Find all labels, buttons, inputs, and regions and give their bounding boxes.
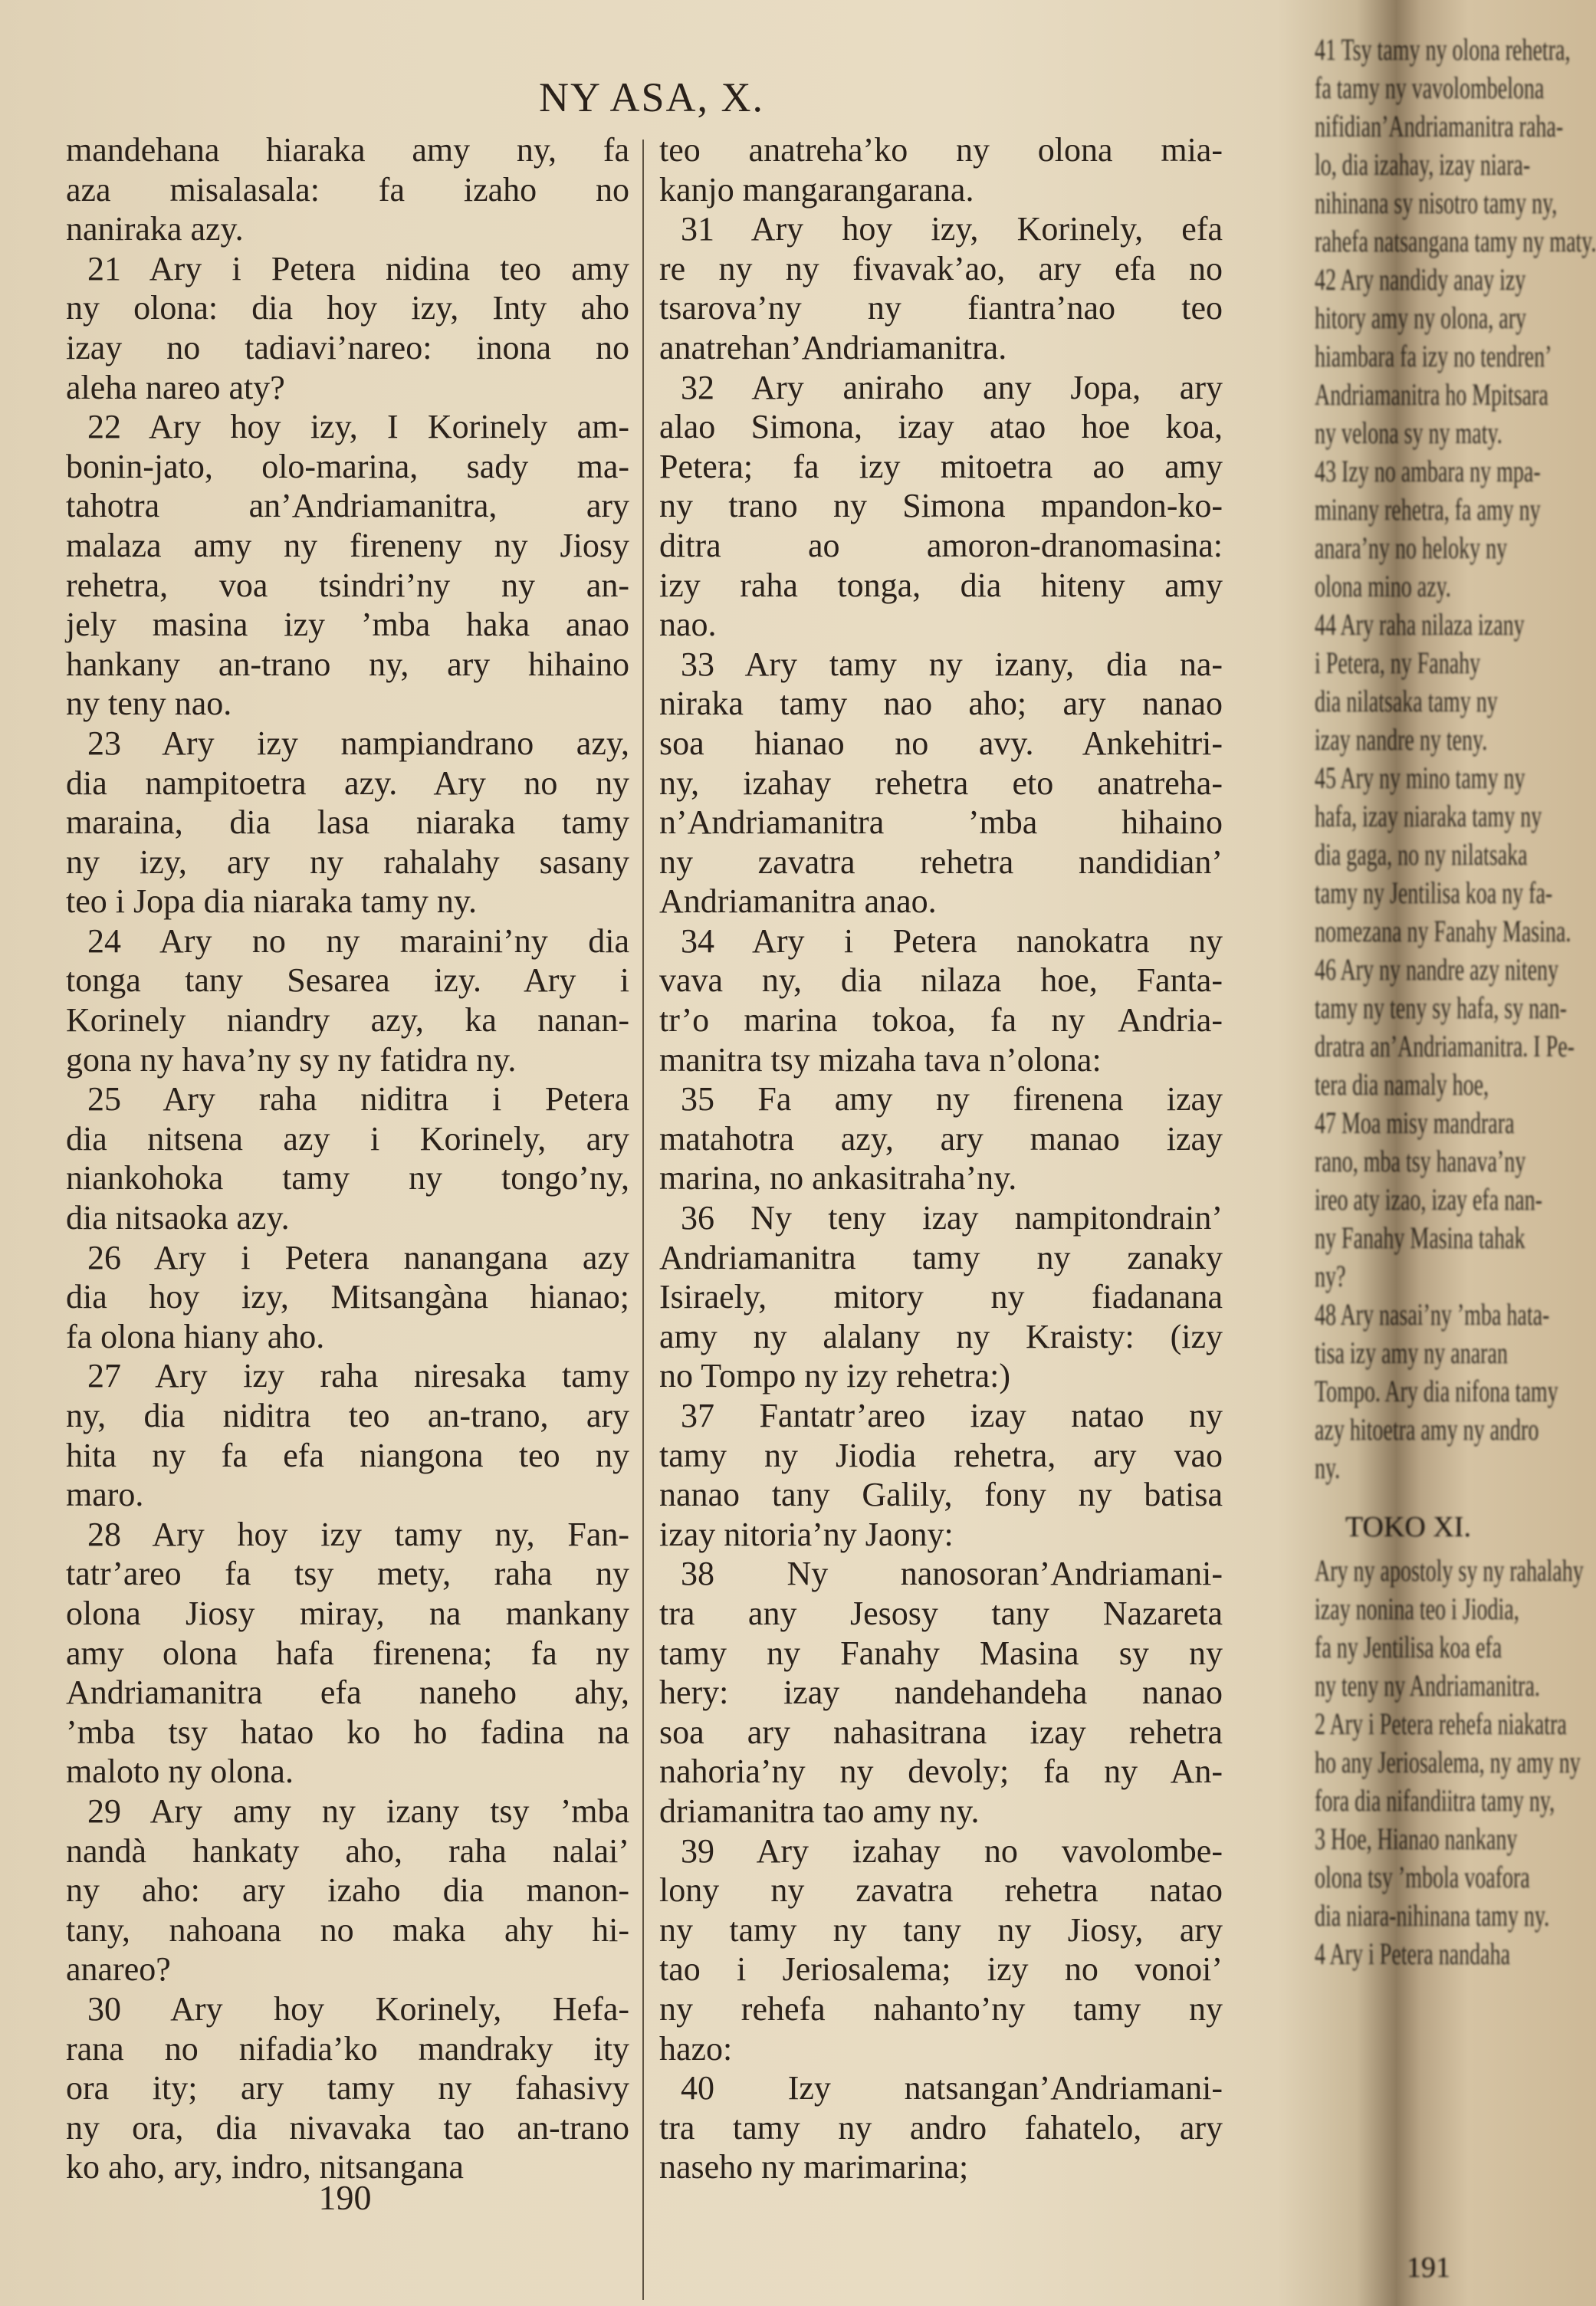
- text-line: teo i Jopa dia niaraka tamy ny.: [66, 882, 477, 921]
- text-line: ora ity; ary tamy ny fahasivy: [66, 2069, 629, 2107]
- text-line: anareo?: [66, 1950, 171, 1989]
- adjacent-text-line: ny?: [1315, 1259, 1346, 1293]
- text-line: hankany an-trano ny, ary hihaino: [66, 645, 629, 683]
- text-line: kanjo mangarangarana.: [659, 170, 974, 209]
- text-line: Petera; fa izy mitoetra ao amy: [659, 447, 1223, 485]
- text-line: tamy ny Fanahy Masina sy ny: [659, 1634, 1223, 1672]
- text-line: ditra ao amoron-dranomasina:: [659, 526, 1223, 564]
- text-line: ny teny nao.: [66, 685, 232, 723]
- verse-paragraph: [66, 407, 629, 724]
- continued-paragraph: [659, 130, 1223, 209]
- text-line: Andriamanitra tamy ny zanaky: [659, 1238, 1223, 1276]
- text-line: 35 Fa amy ny firenena izay: [681, 1080, 1223, 1119]
- adjacent-text-line: 47 Moa misy mandrara: [1315, 1105, 1515, 1140]
- adjacent-text-line: 48 Ary nasai’ny ’mba hata-: [1315, 1297, 1550, 1332]
- adjacent-text-line: tamy ny Jentilisa koa ny fa-: [1315, 875, 1553, 910]
- adjacent-text-line: 3 Hoe, Hianao nankany: [1315, 1821, 1518, 1856]
- text-line: bonin-jato, olo-marina, sady ma-: [66, 447, 629, 485]
- verse-paragraph: [659, 2068, 1223, 2187]
- adjacent-text-line: anara’ny no heloky ny: [1315, 531, 1508, 565]
- text-line: tra tamy ny andro fahatelo, ary: [659, 2108, 1223, 2147]
- text-line: rana no nifadia’ko mandraky ity: [66, 2029, 629, 2068]
- text-line: driamanitra tao amy ny.: [659, 1792, 980, 1830]
- text-line: ny ora, dia nivavaka tao an-trano: [66, 2108, 629, 2147]
- adjacent-text-line: Andriamanitra ho Mpitsara: [1315, 377, 1548, 412]
- adjacent-text-line: minany rehetra, fa amy ny: [1315, 492, 1541, 527]
- adjacent-text-line: fa ny Jentilisa koa efa: [1315, 1630, 1502, 1664]
- adjacent-text-line: izay nonina teo i Jiodia,: [1315, 1592, 1519, 1626]
- adjacent-chapter-heading: TOKO XI.: [1345, 1511, 1471, 1543]
- text-line: 23 Ary izy nampiandrano azy,: [87, 724, 629, 762]
- adjacent-text-line: fa tamy ny vavolombelona: [1315, 71, 1545, 105]
- adjacent-text-line: olona mino azy.: [1315, 569, 1451, 603]
- text-line: tamy ny Jiodia rehetra, ary vao: [659, 1436, 1223, 1474]
- verse-paragraph: [66, 921, 629, 1079]
- text-line: ny tamy ny tany ny Jiosy, ary: [659, 1910, 1223, 1949]
- verse-paragraph: [659, 368, 1223, 645]
- text-line: izay no tadiavi’nareo: inona no: [66, 328, 629, 366]
- text-line: ko aho, ary, indro, nitsangana: [66, 2148, 464, 2186]
- text-line: alao Simona, izay atao hoe koa,: [659, 408, 1223, 446]
- adjacent-text-line: tamy ny teny sy hafa, sy nan-: [1315, 990, 1567, 1025]
- text-line: ny trano ny Simona mpandon-ko-: [659, 487, 1223, 525]
- adjacent-text-line: 2 Ary i Petera rehefa niakatra: [1315, 1707, 1567, 1741]
- verse-paragraph: [659, 1079, 1223, 1198]
- text-line: ny, dia niditra teo an-trano, ary: [66, 1397, 629, 1434]
- text-line: dia nampitoetra azy. Ary no ny: [66, 764, 629, 802]
- text-line: ny rehefa nahanto’ny tamy ny: [659, 1989, 1223, 2028]
- verse-paragraph: [66, 249, 629, 407]
- text-line: maloto ny olona.: [66, 1752, 294, 1791]
- text-line: 30 Ary hoy Korinely, Hefa-: [87, 1989, 629, 2028]
- text-line: 24 Ary no ny maraini’ny dia: [87, 921, 629, 960]
- text-line: soa ary nahasitrana izay rehetra: [659, 1713, 1223, 1751]
- page-number: 190: [318, 2178, 372, 2217]
- adjacent-text-line: 42 Ary nandidy anay izy: [1315, 262, 1526, 297]
- adjacent-text-line: hafa, izay niaraka tamy ny: [1315, 799, 1542, 833]
- adjacent-text-line: 46 Ary ny nandre azy niteny: [1315, 952, 1559, 987]
- text-line: tahotra an’Andriamanitra, ary: [66, 487, 629, 525]
- text-line: 34 Ary i Petera nanokatra ny: [681, 921, 1223, 960]
- continued-paragraph: [66, 130, 629, 249]
- adjacent-text-line: Ary ny apostoly sy ny rahalahy: [1315, 1553, 1584, 1588]
- verse-paragraph: [66, 1989, 629, 2187]
- text-line: 40 Izy natsangan’Andriamani-: [681, 2069, 1223, 2107]
- text-line: malaza amy ny fireneny ny Jiosy: [66, 526, 629, 564]
- right-text-column: [659, 130, 1223, 2187]
- adjacent-text-line: 44 Ary raha nilaza izany: [1315, 607, 1525, 642]
- text-line: naniraka azy.: [66, 210, 244, 248]
- text-line: 21 Ary i Petera nidina teo amy: [87, 249, 629, 287]
- adjacent-text-line: azy hitoetra amy ny andro: [1315, 1412, 1539, 1447]
- text-line: tatr’areo fa tsy mety, raha ny: [66, 1555, 629, 1593]
- text-line: marina, no ankasitraha’ny.: [659, 1159, 1017, 1197]
- text-line: 31 Ary hoy izy, Korinely, efa: [681, 210, 1223, 248]
- text-line: 39 Ary izahay no vavolombe-: [681, 1831, 1223, 1870]
- verse-paragraph: [659, 921, 1223, 1079]
- text-line: n’Andriamanitra ’mba hihaino: [659, 803, 1223, 842]
- adjacent-text-line: 43 Izy no ambara ny mpa-: [1315, 454, 1541, 488]
- adjacent-text-line: nomezana ny Fanahy Masina.: [1315, 914, 1571, 948]
- left-text-column: [66, 130, 629, 2187]
- adjacent-text-line: ireo aty izao, izay efa nan-: [1315, 1182, 1542, 1217]
- adjacent-text-line: dia niara-nihinana tamy ny.: [1315, 1898, 1550, 1933]
- adjacent-text-line: ho any Jeriosalema, ny amy ny: [1315, 1745, 1581, 1779]
- adjacent-text-line: rano, mba tsy hanava’ny: [1315, 1144, 1526, 1178]
- text-line: niraka tamy nao aho; ary nanao: [659, 685, 1223, 723]
- text-line: 32 Ary aniraho any Jopa, ary: [681, 368, 1223, 406]
- adjacent-text-line: 45 Ary ny mino tamy ny: [1315, 760, 1525, 795]
- text-line: tra any Jesosy tany Nazareta: [659, 1594, 1223, 1632]
- adjacent-text-line: lo, dia izahay, izay niara-: [1315, 147, 1531, 182]
- text-line: maro.: [66, 1476, 144, 1514]
- text-line: re ny ny fivavak’ao, ary efa no: [659, 249, 1223, 287]
- text-line: anatrehan’Andriamanitra.: [659, 328, 1007, 366]
- adjacent-text-line: i Petera, ny Fanahy: [1315, 645, 1481, 680]
- verse-paragraph: [659, 1198, 1223, 1396]
- text-line: vava ny, dia nilaza hoe, Fanta-: [659, 961, 1223, 1000]
- text-line: jely masina izy ’mba haka anao: [66, 606, 629, 644]
- adjacent-text-line: 41 Tsy tamy ny olona rehetra,: [1315, 32, 1571, 67]
- text-line: hazo:: [659, 2029, 733, 2068]
- text-line: teo anatreha’ko ny olona mia-: [659, 131, 1223, 169]
- text-line: manitra tsy mizaha tava n’olona:: [659, 1040, 1102, 1079]
- adjacent-text-line: hiambara fa izy no tendren’: [1315, 339, 1552, 373]
- adjacent-text-line: 4 Ary i Petera nandaha: [1315, 1936, 1511, 1971]
- adjacent-page-text: [1315, 31, 1596, 1487]
- adjacent-page-text: [1315, 1552, 1584, 1973]
- text-line: aza misalasala: fa izaho no: [66, 170, 629, 209]
- verse-paragraph: [66, 1238, 629, 1357]
- adjacent-text-line: ny.: [1315, 1450, 1341, 1485]
- verse-paragraph: [659, 209, 1223, 367]
- text-line: Korinely niandry azy, ka nanan-: [66, 1001, 629, 1040]
- adjacent-text-line: tisa izy amy ny anaran: [1315, 1335, 1508, 1370]
- text-line: ny zavatra rehetra nandidian’: [659, 843, 1223, 881]
- text-line: naseho ny marimarina;: [659, 2148, 969, 2186]
- text-line: no Tompo ny izy rehetra:): [659, 1357, 1010, 1395]
- text-line: amy olona hafa firenena; fa ny: [66, 1634, 629, 1672]
- text-line: dia nitsena azy i Korinely, ary: [66, 1119, 629, 1158]
- adjacent-page: [1315, 31, 1596, 2300]
- text-line: tr’o marina tokoa, fa ny Andria-: [659, 1001, 1223, 1040]
- text-line: izay nitoria’ny Jaony:: [659, 1515, 954, 1553]
- text-line: 29 Ary amy ny izany tsy ’mba: [87, 1792, 629, 1830]
- text-line: 27 Ary izy raha niresaka tamy: [87, 1357, 629, 1395]
- adjacent-text-line: dratra an’Andriamanitra. I Pe-: [1315, 1029, 1575, 1063]
- adjacent-text-line: Tompo. Ary dia nifona tamy: [1315, 1374, 1558, 1408]
- verse-paragraph: [659, 1831, 1223, 2069]
- text-line: nanao tany Galily, fony ny batisa: [659, 1476, 1223, 1514]
- text-line: 22 Ary hoy izy, I Korinely am-: [87, 408, 629, 446]
- verse-paragraph: [659, 1554, 1223, 1831]
- adjacent-text-line: olona tsy ’mbola voafora: [1315, 1860, 1530, 1894]
- text-line: tany, nahoana no maka ahy hi-: [66, 1910, 629, 1949]
- text-line: ny olona: dia hoy izy, Inty aho: [66, 289, 629, 327]
- verse-paragraph: [66, 724, 629, 921]
- text-line: dia nitsaoka azy.: [66, 1199, 290, 1237]
- text-line: mandehana hiaraka amy ny, fa: [66, 131, 629, 169]
- text-line: niankohoka tamy ny tongo’ny,: [66, 1159, 629, 1197]
- text-line: izy raha tonga, dia hiteny amy: [659, 566, 1223, 604]
- adjacent-text-line: hitory amy ny olona, ary: [1315, 301, 1527, 335]
- text-line: nahoria’ny ny devoly; fa ny An-: [659, 1752, 1223, 1791]
- verse-paragraph: [659, 645, 1223, 921]
- text-line: tao i Jeriosalema; izy no vonoi’: [659, 1950, 1223, 1989]
- verse-paragraph: [66, 1515, 629, 1792]
- text-line: 38 Ny nanosoran’Andriamani-: [681, 1555, 1223, 1593]
- text-line: Andriamanitra anao.: [659, 882, 937, 921]
- text-line: fa olona hiany aho.: [66, 1317, 325, 1355]
- verse-paragraph: [659, 1396, 1223, 1554]
- text-line: 37 Fantatr’areo izay natao ny: [681, 1397, 1223, 1434]
- text-line: gona ny hava’ny sy ny fatidra ny.: [66, 1040, 517, 1079]
- adjacent-text-line: ny Fanahy Masina tahak: [1315, 1220, 1525, 1255]
- text-line: Isiraely, mitory ny fiadanana: [659, 1278, 1223, 1316]
- text-line: dia hoy izy, Mitsangàna hianao;: [66, 1278, 629, 1316]
- text-line: nao.: [659, 606, 717, 644]
- text-line: aleha nareo aty?: [66, 368, 285, 406]
- text-line: hita ny fa efa niangona teo ny: [66, 1436, 629, 1474]
- adjacent-text-line: nifidian’Andriamanitra raha-: [1315, 109, 1564, 143]
- text-line: soa hianao no avy. Ankehitri-: [659, 724, 1223, 762]
- running-header: NY ASA, X.: [538, 74, 765, 120]
- text-line: ’mba tsy hatao ko ho fadina na: [66, 1713, 629, 1751]
- verse-paragraph: [66, 1792, 629, 1989]
- text-line: rehetra, voa tsindri’ny ny an-: [66, 566, 629, 604]
- adjacent-text-line: nihinana sy nisotro tamy ny,: [1315, 186, 1558, 220]
- text-line: Andriamanitra efa naneho ahy,: [66, 1674, 629, 1712]
- text-line: ny, izahay rehetra eto anatreha-: [659, 764, 1223, 802]
- adjacent-text-line: dia gaga, no ny nilatsaka: [1315, 837, 1528, 872]
- text-line: tonga tany Sesarea izy. Ary i: [66, 961, 629, 1000]
- text-line: hery: izay nandehandeha nanao: [659, 1674, 1223, 1712]
- text-line: tsarova’ny ny fiantra’nao teo: [659, 289, 1223, 327]
- column-divider: [642, 140, 644, 2300]
- verse-paragraph: [66, 1079, 629, 1237]
- text-line: maraina, dia lasa niaraka tamy: [66, 803, 629, 842]
- text-line: 28 Ary hoy izy tamy ny, Fan-: [87, 1515, 629, 1553]
- text-line: olona Jiosy miray, na mankany: [66, 1594, 629, 1632]
- adjacent-text-line: dia nilatsaka tamy ny: [1315, 684, 1498, 718]
- adjacent-text-line: ny teny ny Andriamanitra.: [1315, 1668, 1540, 1703]
- adjacent-text-line: fora dia nifandiitra tamy ny,: [1315, 1783, 1555, 1818]
- verse-paragraph: [66, 1356, 629, 1514]
- adjacent-text-line: tera dia namaly hoe,: [1315, 1067, 1489, 1102]
- adjacent-page-number: 191: [1407, 2252, 1450, 2284]
- text-line: nandà hankaty aho, raha nalai’: [66, 1831, 629, 1870]
- text-line: lony ny zavatra rehetra natao: [659, 1871, 1223, 1910]
- adjacent-text-line: rahefa natsangana tamy ny maty.: [1315, 224, 1596, 258]
- adjacent-text-line: ny velona sy ny maty.: [1315, 416, 1502, 450]
- text-line: matahotra azy, ary manao izay: [659, 1119, 1223, 1158]
- text-line: 26 Ary i Petera nanangana azy: [87, 1238, 629, 1276]
- text-line: amy ny alalany ny Kraisty: (izy: [659, 1317, 1223, 1355]
- text-line: 36 Ny teny izay nampitondrain’: [681, 1199, 1223, 1237]
- text-line: ny aho: ary izaho dia manon-: [66, 1871, 629, 1910]
- text-line: 25 Ary raha niditra i Petera: [87, 1080, 629, 1119]
- text-line: ny izy, ary ny rahalahy sasany: [66, 843, 629, 881]
- text-line: 33 Ary tamy ny izany, dia na-: [681, 645, 1223, 683]
- adjacent-text-line: izay nandre ny teny.: [1315, 722, 1488, 757]
